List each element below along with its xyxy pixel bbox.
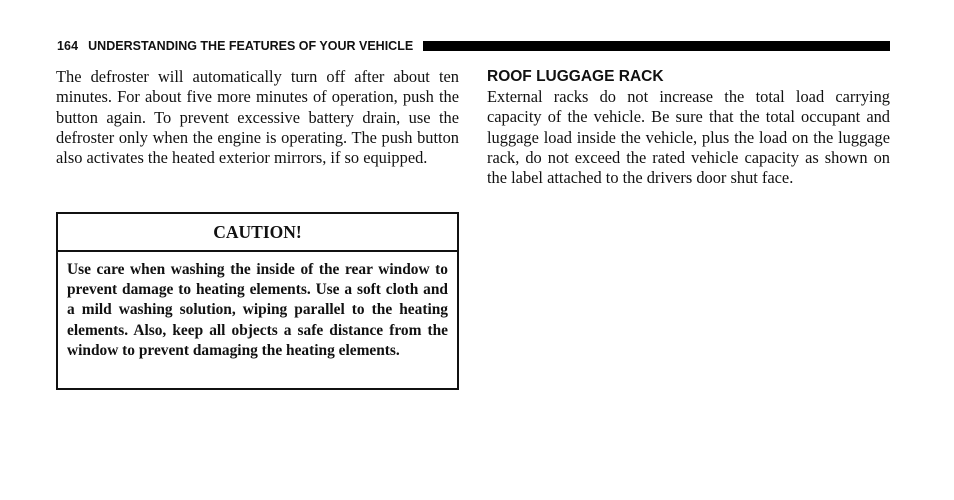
roof-luggage-rack-heading: ROOF LUGGAGE RACK [487,68,664,85]
caution-title: CAUTION! [58,214,457,252]
defroster-paragraph: The defroster will automatically turn off after about ten minutes. For about five more minutes of operation, push the button again. To prevent excessive battery drain, use the defroster only when the engine is operating. The push button also activates the heated exterior mirrors, if so equipped. [56,67,459,168]
roof-luggage-rack-paragraph: External racks do not increase the total load carrying capacity of the vehicle. Be sure that the total occupant and luggage load inside the vehicle, plus the load on the luggage rack, do not exceed the rated vehicle capacity as shown on the label attached to the drivers door shut face. [487,87,890,188]
header-rule [423,41,890,51]
right-column [487,67,890,188]
page-number: 164 [57,39,79,53]
caution-box [56,212,459,390]
caution-text: Use care when washing the inside of the rear window to prevent damage to heating elements. Use a soft cloth and a mild washing solution, wiping parallel to the heating elements. Also, keep all objects a safe distance from the window to prevent damaging the heating elements. [67,261,448,359]
page-header [57,38,890,54]
section-title: UNDERSTANDING THE FEATURES OF YOUR VEHICLE [88,39,414,53]
left-column [56,67,459,168]
